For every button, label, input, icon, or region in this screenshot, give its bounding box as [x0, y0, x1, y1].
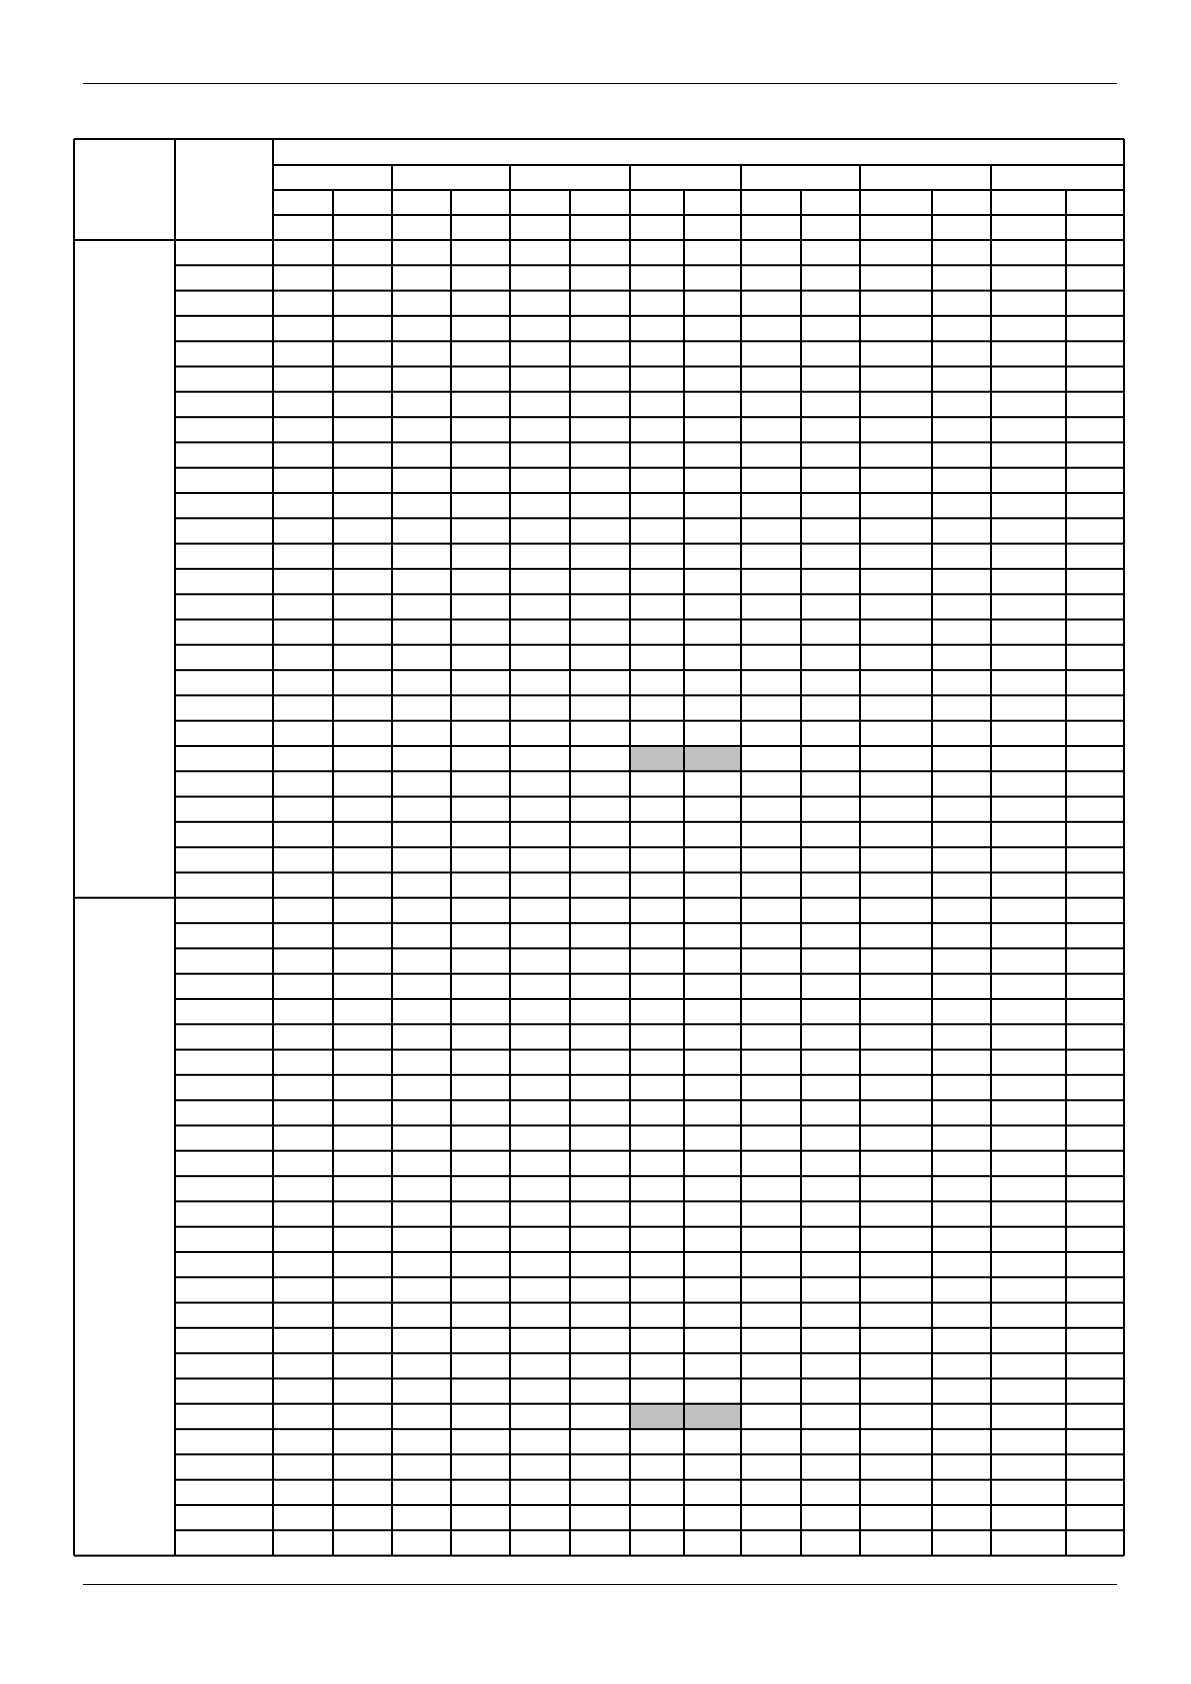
shaded-cell: [630, 746, 684, 771]
shaded-cell: [630, 1404, 684, 1429]
shaded-cell: [684, 1404, 741, 1429]
shaded-cell: [684, 746, 741, 771]
